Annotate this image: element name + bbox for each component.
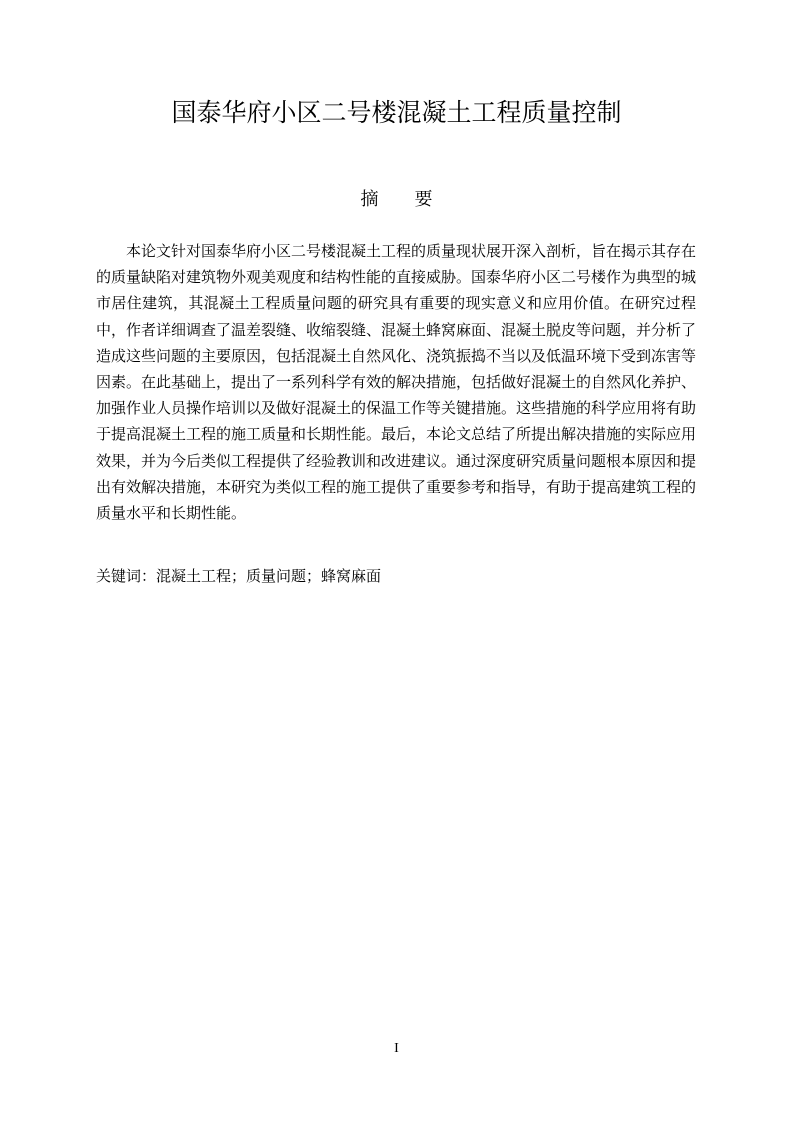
abstract-body: 本论文针对国泰华府小区二号楼混凝土工程的质量现状展开深入剖析，旨在揭示其存在的质量缺陷对建筑物外观美观度和结构性能的直接威胁。国泰华府小区二号楼作为典型的城市居住建筑，其混凝土工程质量问题的研究具有重要的现实意义和应用价值。在研究过程中，作者详细调查了温差裂缝、收缩裂缝、混凝土蜂窝麻面、混凝土脱皮等问题，并分析了造成这些问题的主要原因，包括混凝土自然风化、浇筑振捣不当以及低温环境下受到冻害等因素。在此基础上，提出了一系列科学有效的解决措施，包括做好混凝土的自然风化养护、加强作业人员操作培训以及做好混凝土的保温工作等关键措施。这些措施的科学应用将有助于提高混凝土工程的施工质量和长期性能。最后，本论文总结了所提出解决措施的实际应用效果，并为今后类似工程提供了经验教训和改进建议。通过深度研究质量问题根本原因和提出有效解决措施，本研究为类似工程的施工提供了重要参考和指导，有助于提高建筑工程的质量水平和长期性能。 <box>96 242 697 523</box>
keywords-label: 关键词： <box>96 567 157 585</box>
paper-title: 国泰华府小区二号楼混凝土工程质量控制 <box>171 98 622 127</box>
keywords-line <box>96 563 381 589</box>
page-number: I <box>394 1041 399 1056</box>
keywords-value: 混凝土工程；质量问题；蜂窝麻面 <box>156 567 382 585</box>
abstract-heading: 摘 要 <box>360 189 433 210</box>
